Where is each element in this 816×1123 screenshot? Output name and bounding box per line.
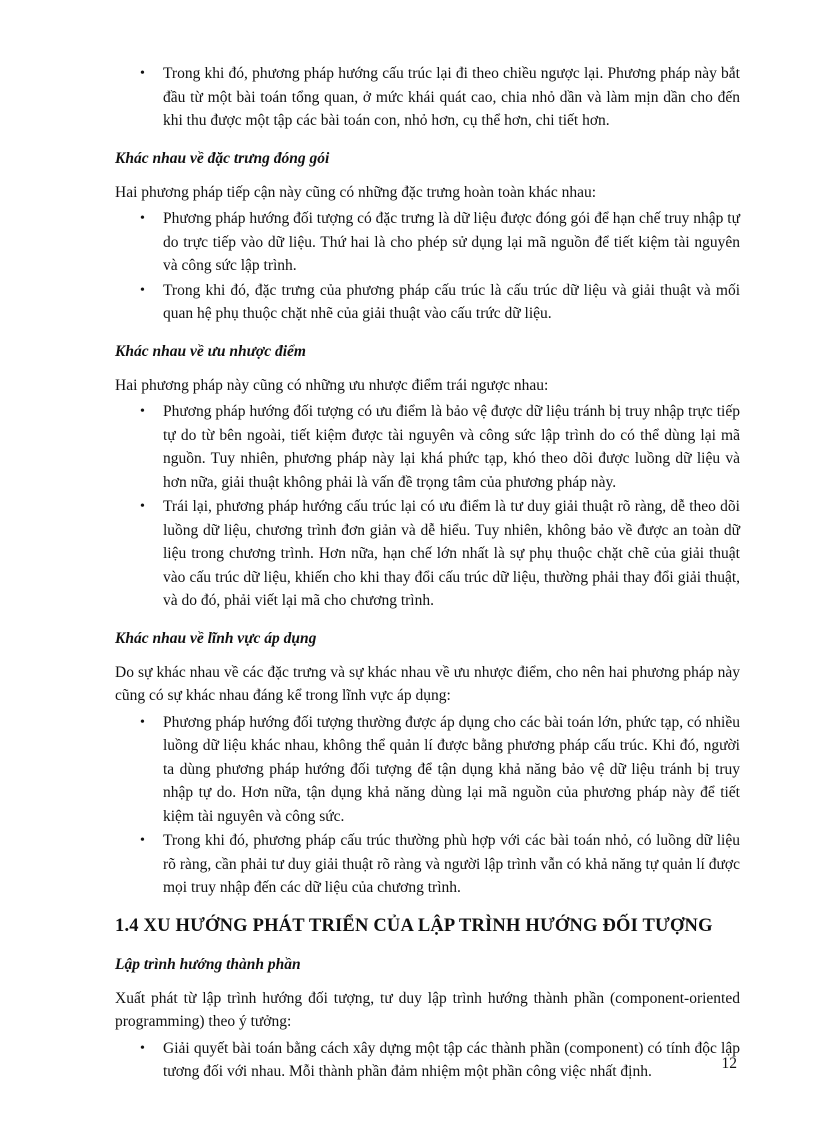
bullet-text: Phương pháp hướng đối tượng có đặc trưng là dữ liệu được đóng gói để hạn chế truy nhập tự do trực tiếp vào dữ liệu. Thứ hai là cho phép sử dụng lại mã nguồn để tiết kiệm tài nguyên và công sức lập trình.: [163, 210, 740, 274]
list-item: [115, 1037, 740, 1084]
bullet-icon: •: [140, 1040, 145, 1056]
bullet-text: Phương pháp hướng đối tượng có ưu điểm là bảo vệ được dữ liệu tránh bị truy nhập trực tiếp tự do từ bên ngoài, tiết kiệm được tài nguyên và công sức lập trình do có thể dùng lại mã nguồn. Tuy nhiên, phương pháp này lại khá phức tạp, khó theo dõi được luồng dữ liệu và hơn nữa, giải thuật không phải là vấn đề trọng tâm của phương pháp này.: [163, 403, 740, 491]
list-item: [115, 400, 740, 494]
paragraph-encapsulation-intro: Hai phương pháp tiếp cận này cũng có những đặc trưng hoàn toàn khác nhau:: [115, 183, 597, 201]
component-bullet-list: [115, 1037, 740, 1084]
list-item: [115, 495, 740, 613]
application-bullet-list: [115, 711, 740, 900]
bullet-icon: •: [140, 282, 145, 298]
list-item: [115, 207, 740, 278]
list-item: [115, 279, 740, 326]
pros-cons-bullet-list: [115, 400, 740, 613]
subheading-pros-cons: Khác nhau về ưu nhược điểm: [115, 342, 306, 360]
opening-bullet-list: [115, 62, 740, 133]
bullet-text: Trái lại, phương pháp hướng cấu trúc lại có ưu điểm là tư duy giải thuật rõ ràng, dễ theo dõi luồng dữ liệu, chương trình đơn giản và dễ hiểu. Tuy nhiên, không bảo về được an toàn dữ liệu trong chương trình. Hơn nữa, hạn chế lớn nhất là sự phụ thuộc chặt chẽ của giải thuật vào cấu trúc dữ liệu, khiến cho khi thay đổi cấu trúc dữ liệu, thường phải thay đổi giải thuật, và do đó, phải viết lại mã cho chương trình.: [163, 498, 740, 609]
bullet-text: Trong khi đó, phương pháp cấu trúc thường phù hợp với các bài toán nhỏ, có luồng dữ liệu rõ ràng, cần phải tư duy giải thuật rõ ràng và người lập trình vẫn có khả năng tự quản lí được mọi truy nhập đến các dữ liệu của chương trình.: [163, 832, 740, 896]
bullet-text: Trong khi đó, đặc trưng của phương pháp cấu trúc là cấu trúc dữ liệu và giải thuật và mối quan hệ phụ thuộc chặt nhẽ của giải thuật vào cấu trức dữ liệu.: [163, 281, 740, 322]
encapsulation-bullet-list: [115, 207, 740, 326]
section-heading-1-4: 1.4 XU HƯỚNG PHÁT TRIỂN CỦA LẬP TRÌNH HƯỚNG ĐỐI TƯỢNG: [115, 915, 713, 936]
bullet-icon: •: [140, 833, 145, 848]
list-item: [115, 62, 740, 133]
bullet-icon: •: [140, 714, 145, 730]
subheading-application: Khác nhau về lĩnh vực áp dụng: [115, 629, 317, 647]
subheading-component-programming: Lập trình hướng thành phần: [115, 955, 301, 973]
bullet-icon: •: [140, 211, 145, 226]
paragraph-pros-cons-intro: Hai phương pháp này cũng có những ưu nhược điểm trái ngược nhau:: [115, 376, 549, 394]
paragraph-application-intro: Do sự khác nhau về các đặc trưng và sự khác nhau về ưu nhược điểm, cho nên hai phương pháp này cũng có sự khác nhau đáng kể trong lĩnh vực áp dụng:: [115, 663, 740, 704]
bullet-text: Giải quyết bài toán bằng cách xây dựng một tập các thành phần (component) có tính độc lập tương đối với nhau. Mỗi thành phần đảm nhiệm một phần công việc nhất định.: [163, 1039, 740, 1080]
bullet-icon: •: [140, 404, 145, 419]
paragraph-component-intro: Xuất phát từ lập trình hướng đối tượng, tư duy lập trình hướng thành phần (component-oriented programming) theo ý tưởng:: [115, 989, 740, 1030]
page-number: 12: [721, 1055, 737, 1072]
subheading-encapsulation: Khác nhau về đặc trưng đóng gói: [115, 149, 330, 167]
list-item: [115, 711, 740, 829]
bullet-icon: •: [140, 66, 145, 81]
bullet-text: Phương pháp hướng đối tượng thường được áp dụng cho các bài toán lớn, phức tạp, có nhiều luồng dữ liệu khác nhau, không thể quản lí được bằng phương pháp cấu trúc. Khi đó, người ta dùng phương pháp hướng đối tượng để tận dụng khả năng bảo vệ dữ liệu tránh bị truy nhập tự do. Hơn nữa, tận dụng khả năng dùng lại mã nguồn của phương pháp này để tiết kiệm tài nguyên và công sức.: [163, 713, 740, 825]
bullet-icon: •: [140, 499, 145, 514]
list-item: [115, 829, 740, 900]
bullet-text: Trong khi đó, phương pháp hướng cấu trúc lại đi theo chiều ngược lại. Phương pháp này bắt đầu từ một bài toán tổng quan, ở mức khái quát cao, chia nhỏ dần và làm mịn dần cho đến khi thu được một tập các bài toán con, nhỏ hơn, cụ thể hơn, chi tiết hơn.: [163, 65, 740, 129]
